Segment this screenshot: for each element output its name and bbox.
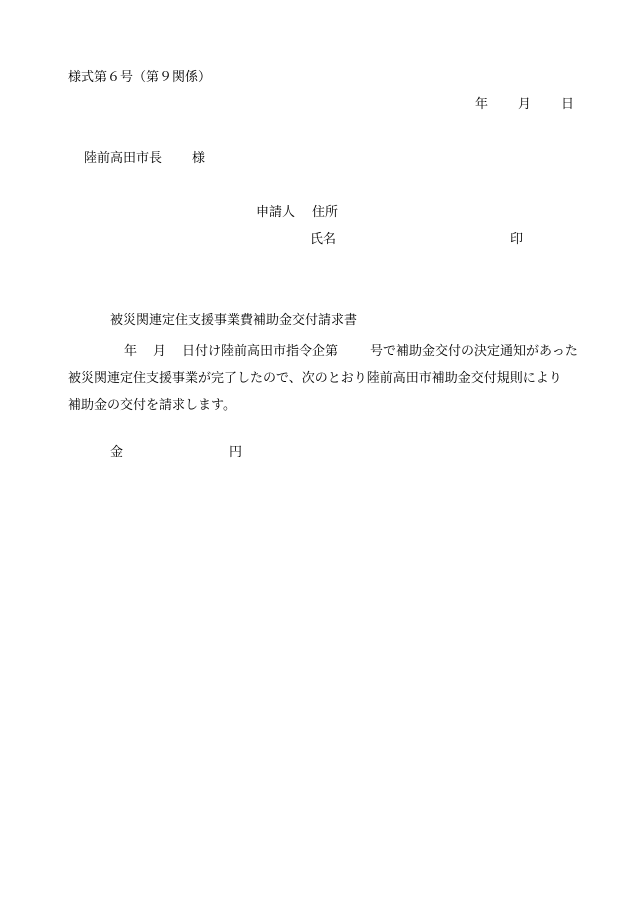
applicant-name-line: [310, 232, 523, 248]
addressee-honorific: 様: [192, 151, 206, 166]
document-title: 被災関連定住支援事業費補助金交付請求書: [110, 313, 358, 328]
body-month: 月: [153, 344, 167, 359]
body-year: 年: [124, 344, 138, 359]
date-day-label: 日: [560, 97, 574, 112]
amount-line: [110, 445, 242, 461]
name-label: 氏名: [310, 232, 337, 247]
addressee-name: 陸前高田市長: [84, 151, 163, 166]
seal-mark: 印: [509, 232, 523, 247]
form-number: 様式第６号（第９関係）: [68, 70, 212, 85]
applicant-address-line: [256, 205, 338, 221]
amount-label: 金: [110, 445, 124, 460]
address-label: 住所: [312, 205, 339, 220]
body-row-3: 補助金の交付を請求します。: [68, 398, 236, 413]
body-row-1-tail: 号で補助金交付の決定通知があった: [370, 344, 578, 359]
body-day-reference: 日付け陸前高田市指令企第: [182, 344, 339, 359]
date-year-label: 年: [474, 97, 488, 112]
body-row-1: [68, 338, 580, 365]
body-row-2: 被災関連定住支援事業が完了したので、次のとおり陸前高田市補助金交付規則により: [68, 371, 562, 386]
date-line: [475, 97, 574, 113]
addressee: [84, 151, 205, 167]
date-month-label: 月: [517, 97, 531, 112]
amount-unit: 円: [229, 445, 243, 460]
body-text: [68, 338, 580, 419]
applicant-label: 申請人: [256, 205, 296, 220]
